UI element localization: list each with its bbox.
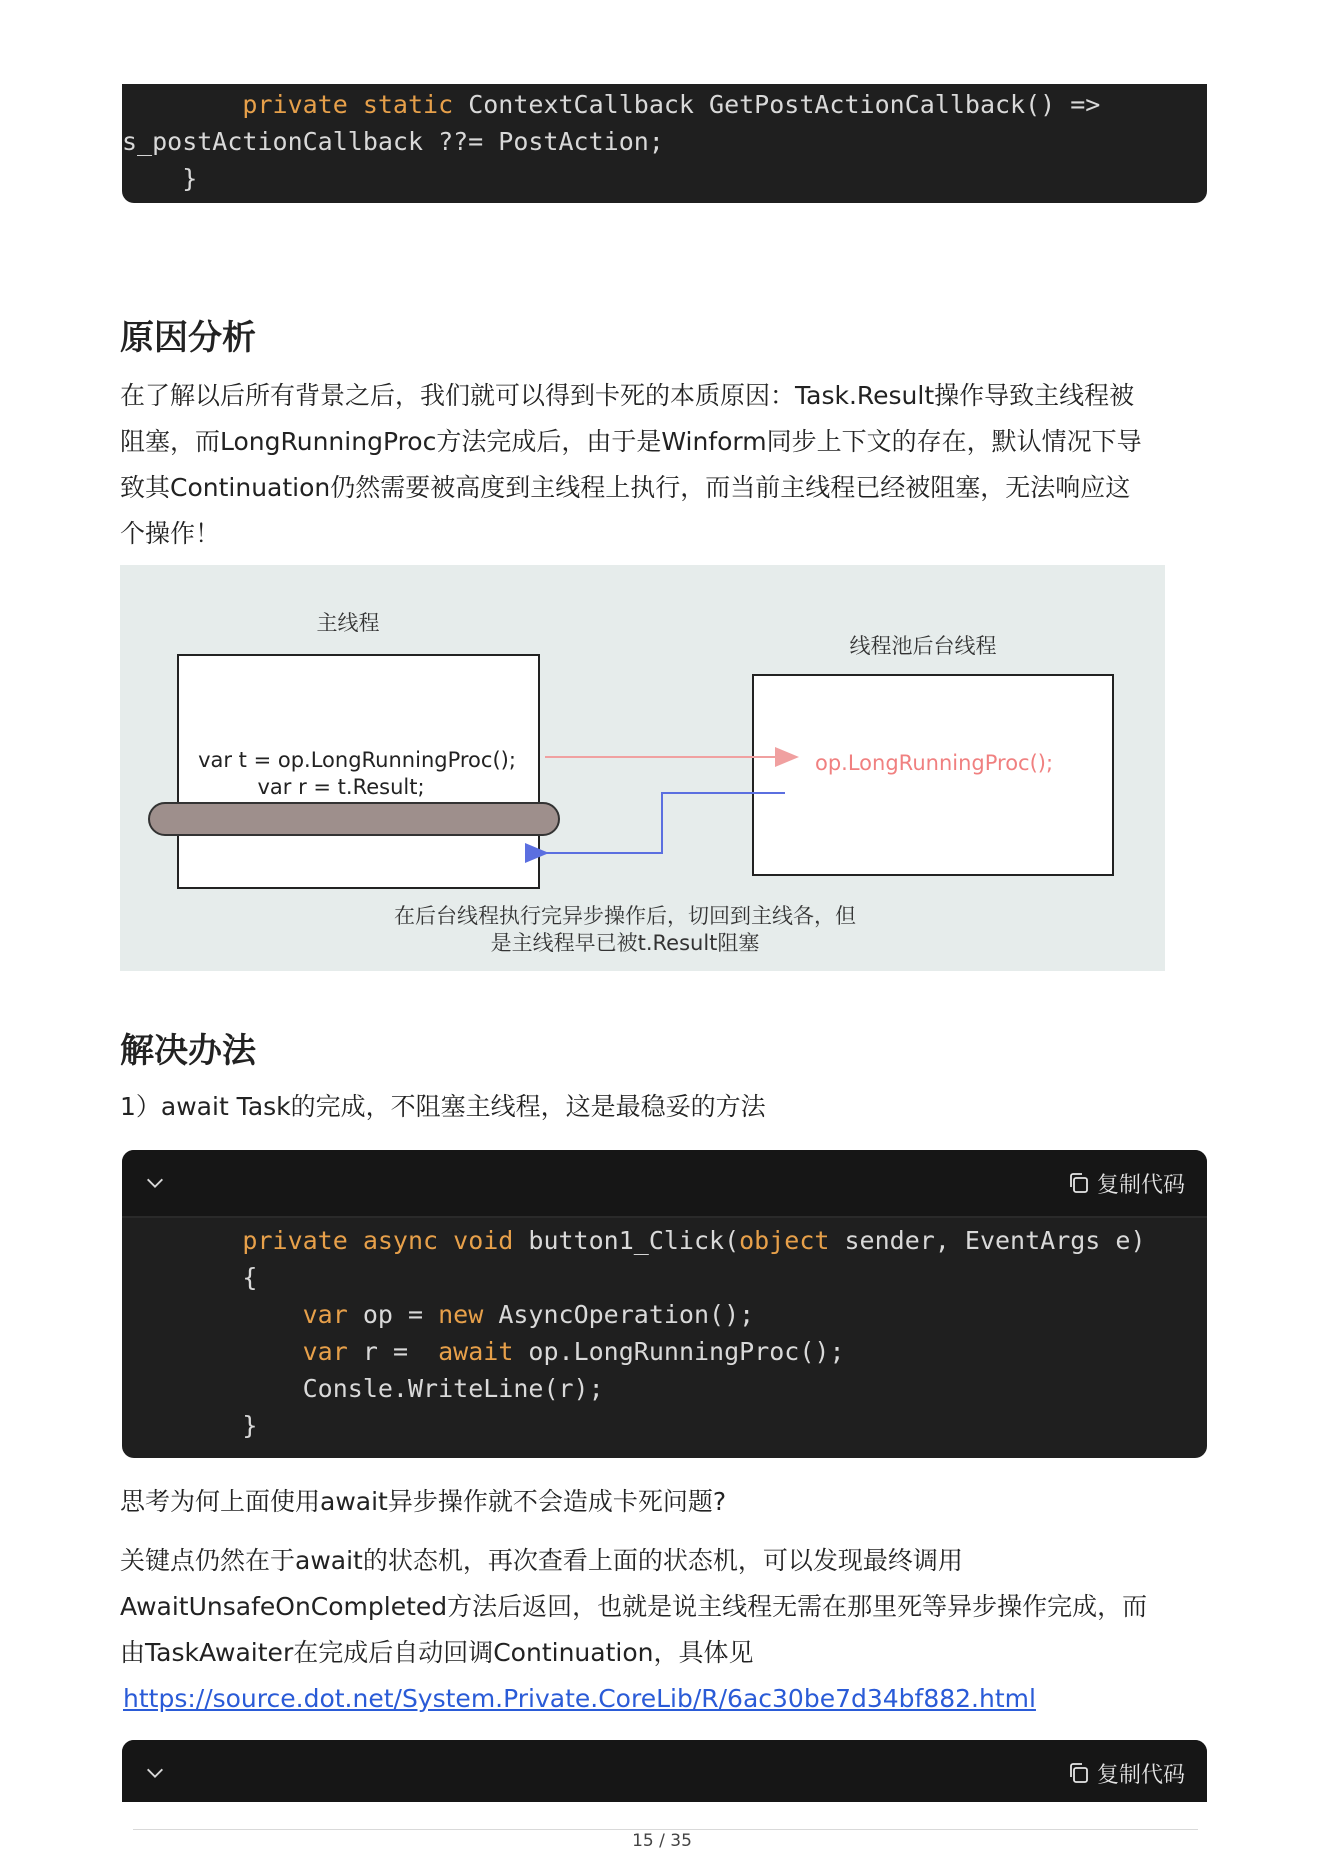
code-block-header [122,1740,1207,1802]
code-line: s_postActionCallback ??= PostAction; [122,127,664,156]
deadlock-diagram [120,565,1165,971]
code-block-await [122,1150,1207,1458]
question-text: 思考为何上面使用await异步操作就不会造成卡死问题? [120,1487,727,1516]
copy-icon [1067,1171,1091,1195]
cause-line: 致其Continuation仍然需要被高度到主线程上执行，而当前主线程已经被阻塞，无法响应这 [120,473,1131,502]
section-title-solution: 解决办法 [120,1031,256,1071]
code-line: var op = new AsyncOperation(); [302,1300,755,1329]
answer-line: AwaitUnsafeOnCompleted方法后返回，也就是说主线程无需在那里死等异步操作完成，而 [120,1592,1148,1621]
code-line: Consle.WriteLine(r); [302,1374,604,1403]
footer-divider [133,1829,1198,1830]
copy-code-button[interactable] [1067,1758,1185,1788]
top-code-block [122,84,1207,203]
diagram-caption-line2: 是主线程早已被t.Result阻塞 [490,931,760,955]
answer-line: 关键点仍然在于await的状态机，再次查看上面的状态机，可以发现最终调用 [120,1546,963,1575]
copy-code-button[interactable] [1067,1168,1185,1198]
copy-icon [1067,1761,1091,1785]
main-code-line1: var t = op.LongRunningProc(); [198,748,516,772]
section-title-cause: 原因分析 [120,318,256,358]
cause-line: 在了解以后所有背景之后，我们就可以得到卡死的本质原因：Task.Result操作导致主线程被 [120,381,1135,410]
pool-thread-label: 线程池后台线程 [849,634,997,658]
code-block-header [122,1150,1207,1218]
code-line: { [242,1263,258,1292]
diagram-caption-line1: 在后台线程执行完异步操作后，切回到主线各，但 [394,904,856,928]
page-number: 15 / 35 [632,1831,692,1851]
main-thread-label: 主线程 [316,611,380,635]
diagram-svg [120,565,1165,971]
code-block-2 [122,1740,1207,1802]
code-block-await-content [122,1218,1207,1444]
cause-line: 个操作！ [120,519,221,548]
pool-thread-box [753,675,1113,875]
chevron-down-icon[interactable] [144,1762,166,1784]
answer-paragraph [120,1538,1210,1722]
copy-code-label: 复制代码 [1096,1762,1185,1788]
return-arrow [545,793,785,853]
cause-paragraph [120,373,1210,557]
code-line: } [182,164,198,193]
copy-code-label: 复制代码 [1096,1172,1185,1198]
code-line: } [242,1411,258,1440]
top-code-content [122,84,1207,197]
solution-item1 [120,1084,1210,1130]
pool-code: op.LongRunningProc(); [815,751,1054,775]
cause-line: 阻塞，而LongRunningProc方法完成后，由于是Winform同步上下文的存在，默认情况下导 [120,427,1142,456]
chevron-down-icon[interactable] [144,1172,166,1194]
code-line: var r = await op.LongRunningProc(); [302,1337,845,1366]
source-link[interactable]: https://source.dot.net/System.Private.CoreLib/R/6ac30be7d34bf882.html [123,1684,1036,1713]
solution-item1-text: 1）await Task的完成，不阻塞主线程，这是最稳妥的方法 [120,1092,766,1121]
question-paragraph [120,1479,1210,1525]
code-line: private async void button1_Click(object sender, EventArgs e) [242,1226,1146,1255]
code-line: private static ContextCallback GetPostActionCallback() => [242,90,1101,119]
main-code-line2: var r = t.Result; [257,775,425,799]
blocking-bar [149,803,559,835]
answer-line: 由TaskAwaiter在完成后自动回调Continuation，具体见 [120,1638,754,1667]
